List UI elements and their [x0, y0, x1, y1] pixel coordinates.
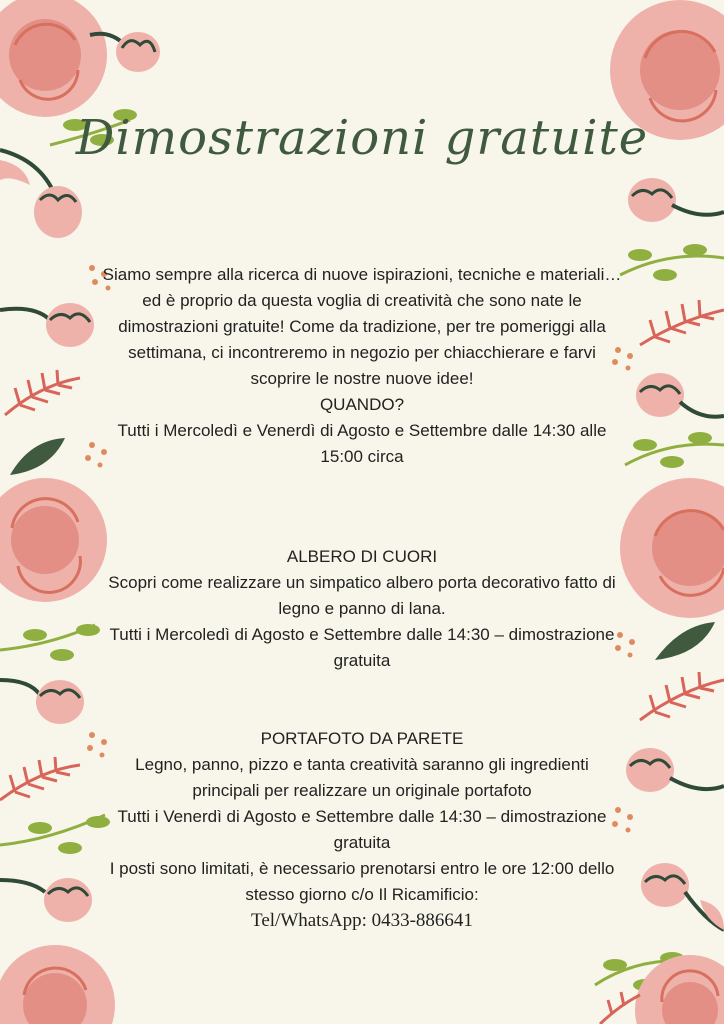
leaf-icon [10, 438, 65, 475]
when-text: Tutti i Mercoledì e Venerdì di Agosto e Settembre dalle 14:30 alle 15:00 circa [117, 421, 607, 466]
rose-icon [0, 945, 115, 1024]
section-heading: PORTAFOTO DA PARETE [260, 729, 464, 748]
leaf-icon [655, 622, 715, 660]
rosebud-icon [0, 878, 92, 922]
rosebud-icon [636, 373, 724, 417]
rosebud-icon [0, 303, 94, 347]
section-description: Legno, panno, pizzo e tanta creatività saranno gli ingredienti principali per realizzare un originale portafoto [135, 755, 589, 800]
when-label: QUANDO? [319, 395, 405, 414]
leaf-sprig-icon [625, 432, 724, 468]
intro-paragraph: Siamo sempre alla ricerca di nuove ispirazioni, tecniche e materiali…ed è proprio da questa voglia di creatività che sono nate le dimostrazioni gratuite! Come da tradizione, per tre pomeriggi alla settimana, ci incontreremo in negozio per chiacchierare e farvi scoprire le nostre nuove idee! [102, 265, 622, 388]
fern-icon [600, 992, 640, 1024]
fern-icon [5, 370, 80, 415]
page-title: Dimostrazioni gratuite [75, 110, 649, 166]
leaf-sprig-icon [620, 244, 724, 281]
rosebud-icon [641, 863, 724, 930]
fern-icon [640, 672, 724, 720]
section-portafoto-da-parete [100, 726, 624, 934]
rose-icon [0, 478, 107, 602]
section-albero-di-cuori [100, 544, 624, 674]
intro-section [100, 262, 624, 470]
rose-icon [0, 0, 107, 117]
rose-icon [635, 955, 724, 1024]
rose-icon [620, 478, 724, 618]
booking-notice: I posti sono limitati, è necessario prenotarsi entro le ore 12:00 dello stesso giorno c/o Il Ricamificio: [109, 859, 615, 904]
section-description: Scopri come realizzare un simpatico albero porta decorativo fatto di legno e panno di lana. [108, 573, 616, 618]
section-heading: ALBERO DI CUORI [286, 547, 438, 566]
section-schedule: Tutti i Venerdì di Agosto e Settembre dalle 14:30 – dimostrazione gratuita [117, 807, 607, 852]
contact-phone: Tel/WhatsApp: 0433-886641 [251, 910, 473, 931]
leaf-sprig-icon [0, 815, 110, 854]
rosebud-icon [628, 178, 724, 222]
section-schedule: Tutti i Mercoledì di Agosto e Settembre dalle 14:30 – dimostrazione gratuita [109, 625, 615, 670]
fern-icon [0, 757, 80, 800]
leaf-sprig-icon [0, 624, 100, 661]
rosebud-icon [0, 680, 84, 724]
fern-icon [640, 300, 724, 345]
rosebud-icon [626, 748, 724, 792]
